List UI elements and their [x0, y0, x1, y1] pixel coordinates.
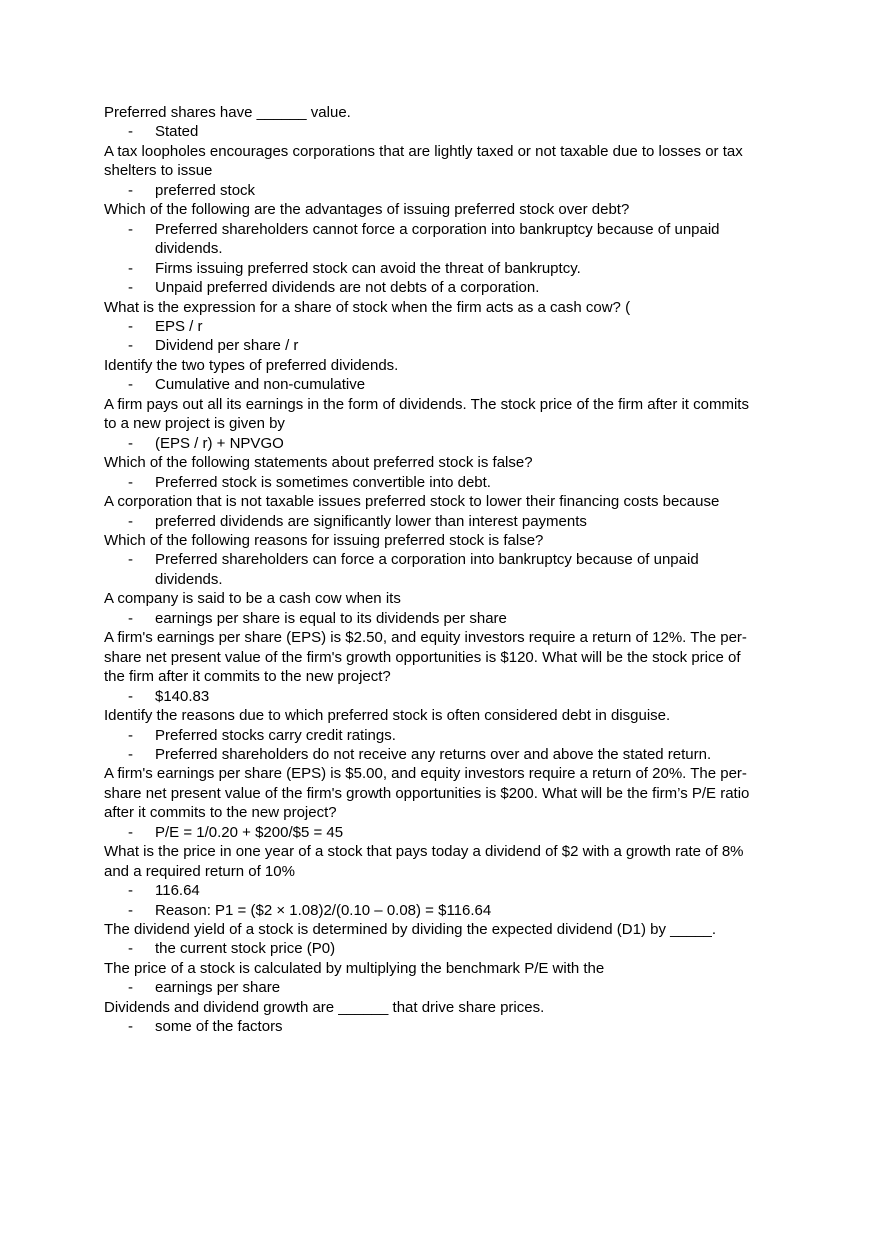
answer-item [104, 512, 764, 531]
answer-text: Unpaid preferred dividends are not debts of a corporation. [155, 279, 540, 297]
answer-item [104, 901, 764, 920]
answer-text: Dividend per share / r [155, 337, 299, 355]
dash-bullet-icon: - [128, 220, 133, 238]
question-text: Preferred shares have ______ value. [104, 104, 351, 121]
answer-item [104, 259, 764, 278]
question-text: A corporation that is not taxable issues preferred stock to lower their financing costs because [104, 493, 720, 511]
answer-item [104, 317, 764, 336]
dash-bullet-icon: - [128, 940, 133, 958]
dash-bullet-icon: - [128, 551, 133, 569]
answer-list [104, 220, 764, 298]
answer-item [104, 687, 764, 706]
question-text: A firm's earnings per share (EPS) is $5.00, and equity investors require a return of 20%. The per-share net present value of the firm's growth opportunities is $200. What will be the firm’s P/E ratio after it commits to the new project? [104, 765, 750, 822]
question-text: What is the expression for a share of stock when the firm acts as a cash cow? ( [104, 298, 631, 316]
answer-list [104, 473, 764, 492]
answer-item [104, 823, 764, 842]
answer-item [104, 978, 764, 997]
dash-bullet-icon: - [128, 512, 133, 530]
dash-bullet-icon: - [128, 473, 133, 491]
dash-bullet-icon: - [128, 434, 133, 452]
document-page [104, 103, 764, 1037]
answer-item [104, 473, 764, 492]
question-text: Dividends and dividend growth are ______ that drive share prices. [104, 998, 545, 1016]
answer-item [104, 550, 764, 589]
dash-bullet-icon: - [128, 882, 133, 900]
answer-list [104, 823, 764, 842]
dash-bullet-icon: - [128, 279, 133, 297]
answer-item [104, 1017, 764, 1036]
dash-bullet-icon: - [128, 1018, 133, 1036]
answer-text: Preferred stocks carry credit ratings. [155, 726, 396, 744]
question-text: A firm's earnings per share (EPS) is $2.50, and equity investors require a return of 12%. The per-share net present value of the firm's growth opportunities is $120. What will be the stock price of the firm after it commits to the new project? [104, 629, 747, 686]
dash-bullet-icon: - [128, 317, 133, 335]
answer-list [104, 317, 764, 356]
question-text: Which of the following are the advantages of issuing preferred stock over debt? [104, 201, 630, 219]
answer-list [104, 687, 764, 706]
answer-item [104, 745, 764, 764]
dash-bullet-icon: - [128, 726, 133, 744]
answer-list [104, 181, 764, 200]
dash-bullet-icon: - [128, 979, 133, 997]
answer-item [104, 939, 764, 958]
answer-list [104, 375, 764, 394]
answer-text: Stated [155, 123, 199, 141]
dash-bullet-icon: - [128, 901, 133, 919]
answer-text: Preferred shareholders do not receive any returns over and above the stated return. [155, 745, 712, 763]
answer-text: Cumulative and non-cumulative [155, 376, 366, 394]
question-text: A tax loopholes encourages corporations that are lightly taxed or not taxable due to losses or tax shelters to issue [104, 142, 743, 180]
answer-list [104, 978, 764, 997]
question-text: The dividend yield of a stock is determined by dividing the expected dividend (D1) by _____. [104, 921, 717, 939]
answer-list [104, 122, 764, 141]
answer-text: Preferred stock is sometimes convertible into debt. [155, 473, 491, 491]
dash-bullet-icon: - [128, 337, 133, 355]
answer-item [104, 122, 764, 141]
dash-bullet-icon: - [128, 687, 133, 705]
answer-text: (EPS / r) + NPVGO [155, 434, 284, 452]
answer-list [104, 881, 764, 920]
dash-bullet-icon: - [128, 823, 133, 841]
answer-list [104, 512, 764, 531]
answer-text: earnings per share is equal to its dividends per share [155, 609, 507, 627]
answer-text: 116.64 [155, 882, 200, 900]
answer-text: Firms issuing preferred stock can avoid the threat of bankruptcy. [155, 259, 581, 277]
answer-text: preferred stock [155, 181, 256, 199]
answer-item [104, 609, 764, 628]
answer-text: Reason: P1 = ($2 × 1.08)2/(0.10 – 0.08) = $116.64 [155, 901, 492, 919]
answer-list [104, 434, 764, 453]
answer-text: earnings per share [155, 979, 281, 997]
question-text: Which of the following statements about preferred stock is false? [104, 454, 533, 472]
question-text: The price of a stock is calculated by multiplying the benchmark P/E with the [104, 959, 605, 977]
dash-bullet-icon: - [128, 609, 133, 627]
answer-list [104, 726, 764, 765]
answer-text: Preferred shareholders cannot force a corporation into bankruptcy because of unpaid dividends. [155, 220, 720, 258]
answer-item [104, 375, 764, 394]
answer-text: preferred dividends are significantly lower than interest payments [155, 512, 587, 530]
dash-bullet-icon: - [128, 123, 133, 141]
answer-list [104, 1017, 764, 1036]
answer-text: Preferred shareholders can force a corporation into bankruptcy because of unpaid dividends. [155, 551, 699, 588]
answer-item [104, 434, 764, 453]
answer-list [104, 939, 764, 958]
answer-text: $140.83 [155, 687, 210, 705]
answer-list [104, 550, 764, 589]
dash-bullet-icon: - [128, 376, 133, 394]
answer-item [104, 220, 764, 259]
answer-item [104, 181, 764, 200]
question-text: Identify the reasons due to which preferred stock is often considered debt in disguise. [104, 707, 671, 725]
answer-text: some of the factors [155, 1018, 283, 1036]
answer-list [104, 609, 764, 628]
question-text: A firm pays out all its earnings in the form of dividends. The stock price of the firm after it commits to a new project is given by [104, 395, 749, 433]
answer-text: the current stock price (P0) [155, 940, 336, 958]
question-text: Which of the following reasons for issuing preferred stock is false? [104, 531, 544, 549]
dash-bullet-icon: - [128, 745, 133, 763]
answer-item [104, 726, 764, 745]
dash-bullet-icon: - [128, 259, 133, 277]
question-text: What is the price in one year of a stock that pays today a dividend of $2 with a growth rate of 8% and a required return of 10% [104, 843, 744, 880]
question-text: Identify the two types of preferred dividends. [104, 356, 399, 374]
question-text: A company is said to be a cash cow when its [104, 590, 401, 608]
dash-bullet-icon: - [128, 181, 133, 199]
answer-text: P/E = 1/0.20 + $200/$5 = 45 [155, 823, 344, 841]
answer-item [104, 278, 764, 297]
answer-text: EPS / r [155, 317, 203, 335]
answer-item [104, 336, 764, 355]
answer-item [104, 881, 764, 900]
